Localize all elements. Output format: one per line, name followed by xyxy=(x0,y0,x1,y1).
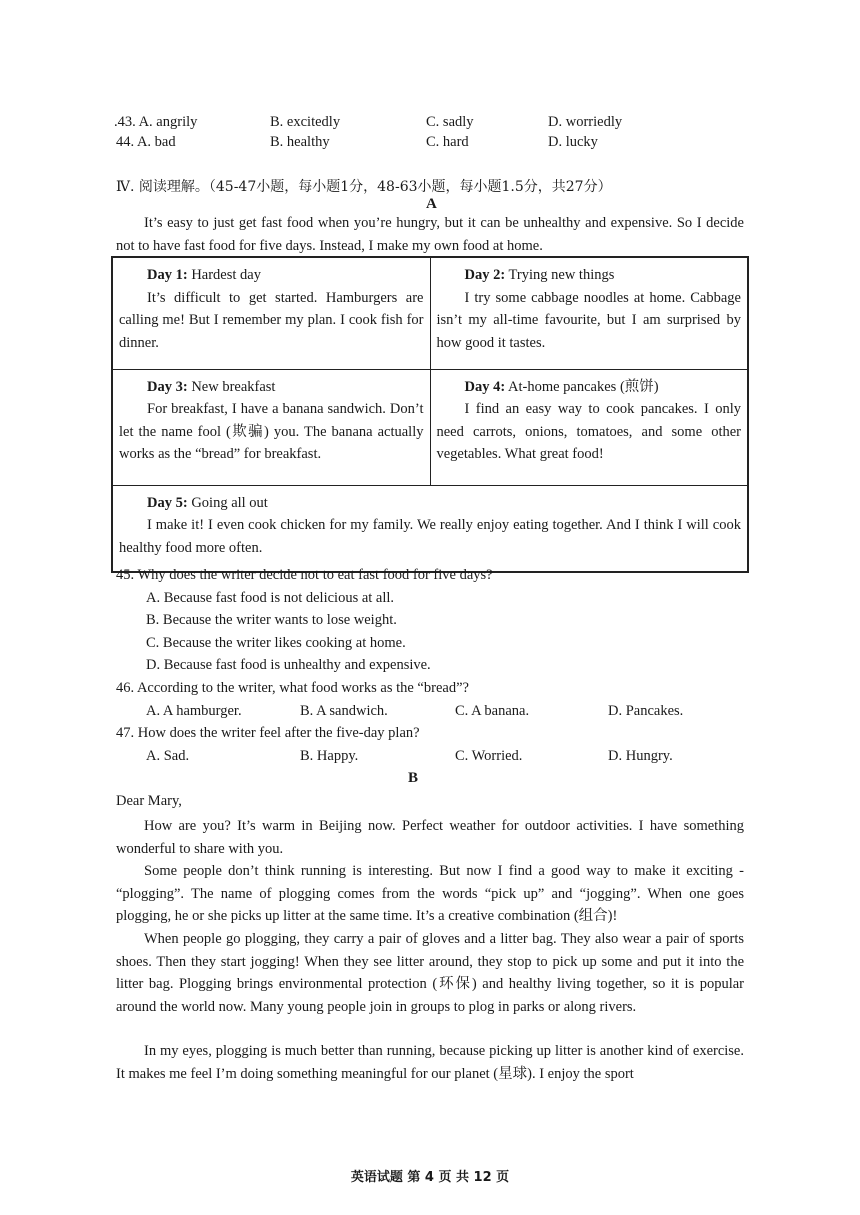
q47-stem: 47. How does the writer feel after the five-day plan? xyxy=(116,725,420,741)
letter-paragraph-4 xyxy=(116,1040,744,1085)
q43-number: .43. xyxy=(114,114,136,130)
q43-option-c: C. sadly xyxy=(426,114,474,130)
q44-option-d: D. lucky xyxy=(548,134,598,150)
q46-option-c: C. A banana. xyxy=(455,703,530,719)
q44-option-c: C. hard xyxy=(426,134,469,150)
q45-option-a: A. Because fast food is not delicious at all. xyxy=(146,590,395,606)
day-5-label: Day 5: xyxy=(147,494,188,511)
q45-stem: 45. Why does the writer decide not to eat fast food for five days? xyxy=(116,567,493,583)
part-a-label: A xyxy=(426,196,437,212)
day-2-text: I try some cabbage noodles at home. Cabbage isn’t my all-time favourite, but I am surprised by how good it tastes. xyxy=(436,289,741,351)
letter-p2-text: Some people don’t think running is interesting. But now I find a good way to make it exciting - “plogging”. The name of plogging comes from the words “pick up” and “jogging”. When one goes plogging, he or she picks up litter at the same time. It’s a creative combination (组合)! xyxy=(116,863,744,924)
day-2-title: Trying new things xyxy=(505,267,615,283)
q47-option-b: B. Happy. xyxy=(300,748,359,764)
day-1-text: It’s difficult to get started. Hamburgers are calling me! But I remember my plan. I cook fish for dinner. xyxy=(119,289,424,351)
letter-p1-text: How are you? It’s warm in Beijing now. Perfect weather for outdoor activities. I have something wonderful to share with you. xyxy=(116,818,744,857)
question-43-options xyxy=(114,114,754,134)
q43-option-d: D. worriedly xyxy=(548,114,623,130)
q47-option-a: A. Sad. xyxy=(146,748,190,764)
q46-option-b: B. A sandwich. xyxy=(300,703,388,719)
diary-table xyxy=(111,256,749,573)
q45-option-d: D. Because fast food is unhealthy and expensive. xyxy=(146,657,431,673)
q44-option-a xyxy=(116,134,176,151)
day-4-title: At-home pancakes (煎饼) xyxy=(505,378,659,395)
passage-a-intro xyxy=(116,212,744,257)
q45-option-c: C. Because the writer likes cooking at home. xyxy=(146,635,406,651)
day-3-label: Day 3: xyxy=(147,378,188,395)
q44-a-text: A. bad xyxy=(136,134,176,150)
letter-paragraph-1 xyxy=(116,815,744,860)
q44-option-b: B. healthy xyxy=(270,134,330,150)
part-b-label: B xyxy=(408,770,419,786)
letter-greeting: Dear Mary, xyxy=(116,793,182,809)
q43-option-a xyxy=(114,114,197,131)
day-1-label: Day 1: xyxy=(147,267,188,283)
letter-paragraph-3 xyxy=(116,928,744,1018)
q47-option-d: D. Hungry. xyxy=(608,748,673,764)
day-5-title: Going all out xyxy=(187,494,268,511)
day-3-text: For breakfast, I have a banana sandwich. Don’t let the name fool (欺骗) you. The banana actually works as the “bread” for breakfast. xyxy=(119,401,424,462)
intro-text: It’s easy to just get fast food when you’re hungry, but it can be unhealthy and expensive. So I decide not to have fast food for five days. Instead, I make my own food at home. xyxy=(116,215,744,254)
day-5-heading xyxy=(119,492,741,515)
day-5-cell xyxy=(112,485,748,572)
day-4-text: I find an easy way to cook pancakes. I only need carrots, onions, tomatoes, and some other vegetables. What great food! xyxy=(436,401,741,462)
page-footer: 英语试题 第 4 页 共 12 页 xyxy=(350,1170,510,1185)
q46-option-d: D. Pancakes. xyxy=(608,703,684,719)
day-3-heading xyxy=(119,376,424,399)
letter-p4-text: In my eyes, plogging is much better than running, because picking up litter is another kind of exercise. It makes me feel I’m doing something meaningful for our planet (星球). I enjoy the sport xyxy=(116,1043,744,1082)
q46-stem: 46. According to the writer, what food works as the “bread”? xyxy=(116,680,469,696)
q43-option-b: B. excitedly xyxy=(270,114,341,130)
day-4-heading xyxy=(437,376,742,399)
day-1-cell xyxy=(112,257,430,369)
letter-p3-text: When people go plogging, they carry a pair of gloves and a litter bag. They also wear a pair of sports shoes. Then they start jogging! When they see litter around, they stop to pick up some and put it into the litter bag. Plogging brings environmental protection (环保) and healthy living together, so it is popular around the world now. Many young people join in groups to plog in parks or along rivers. xyxy=(116,931,744,1015)
diary-row-2 xyxy=(112,369,748,485)
q43-a-text: A. angrily xyxy=(138,114,198,130)
diary-row-3 xyxy=(112,485,748,572)
day-4-cell xyxy=(430,369,748,485)
day-5-text: I make it! I even cook chicken for my family. We really enjoy eating together. And I think I will cook healthy food more often. xyxy=(119,517,741,556)
day-2-cell xyxy=(430,257,748,369)
q44-number: 44. xyxy=(116,134,135,150)
section-title: Ⅳ. 阅读理解。（45-47小题，每小题1分，48-63小题，每小题1.5分，共27分） xyxy=(116,179,612,195)
question-44-options xyxy=(114,134,754,154)
day-3-cell xyxy=(112,369,430,485)
letter-paragraph-2 xyxy=(116,860,744,928)
day-1-heading xyxy=(119,264,424,287)
q46-option-a: A. A hamburger. xyxy=(146,703,242,719)
diary-row-1 xyxy=(112,257,748,369)
day-2-label: Day 2: xyxy=(464,267,506,283)
q47-option-c: C. Worried. xyxy=(455,748,523,764)
day-4-label: Day 4: xyxy=(464,378,506,395)
day-3-title: New breakfast xyxy=(187,378,276,395)
day-2-heading xyxy=(437,264,742,287)
q45-option-b: B. Because the writer wants to lose weight. xyxy=(146,612,397,628)
day-1-title: Hardest day xyxy=(187,267,261,283)
